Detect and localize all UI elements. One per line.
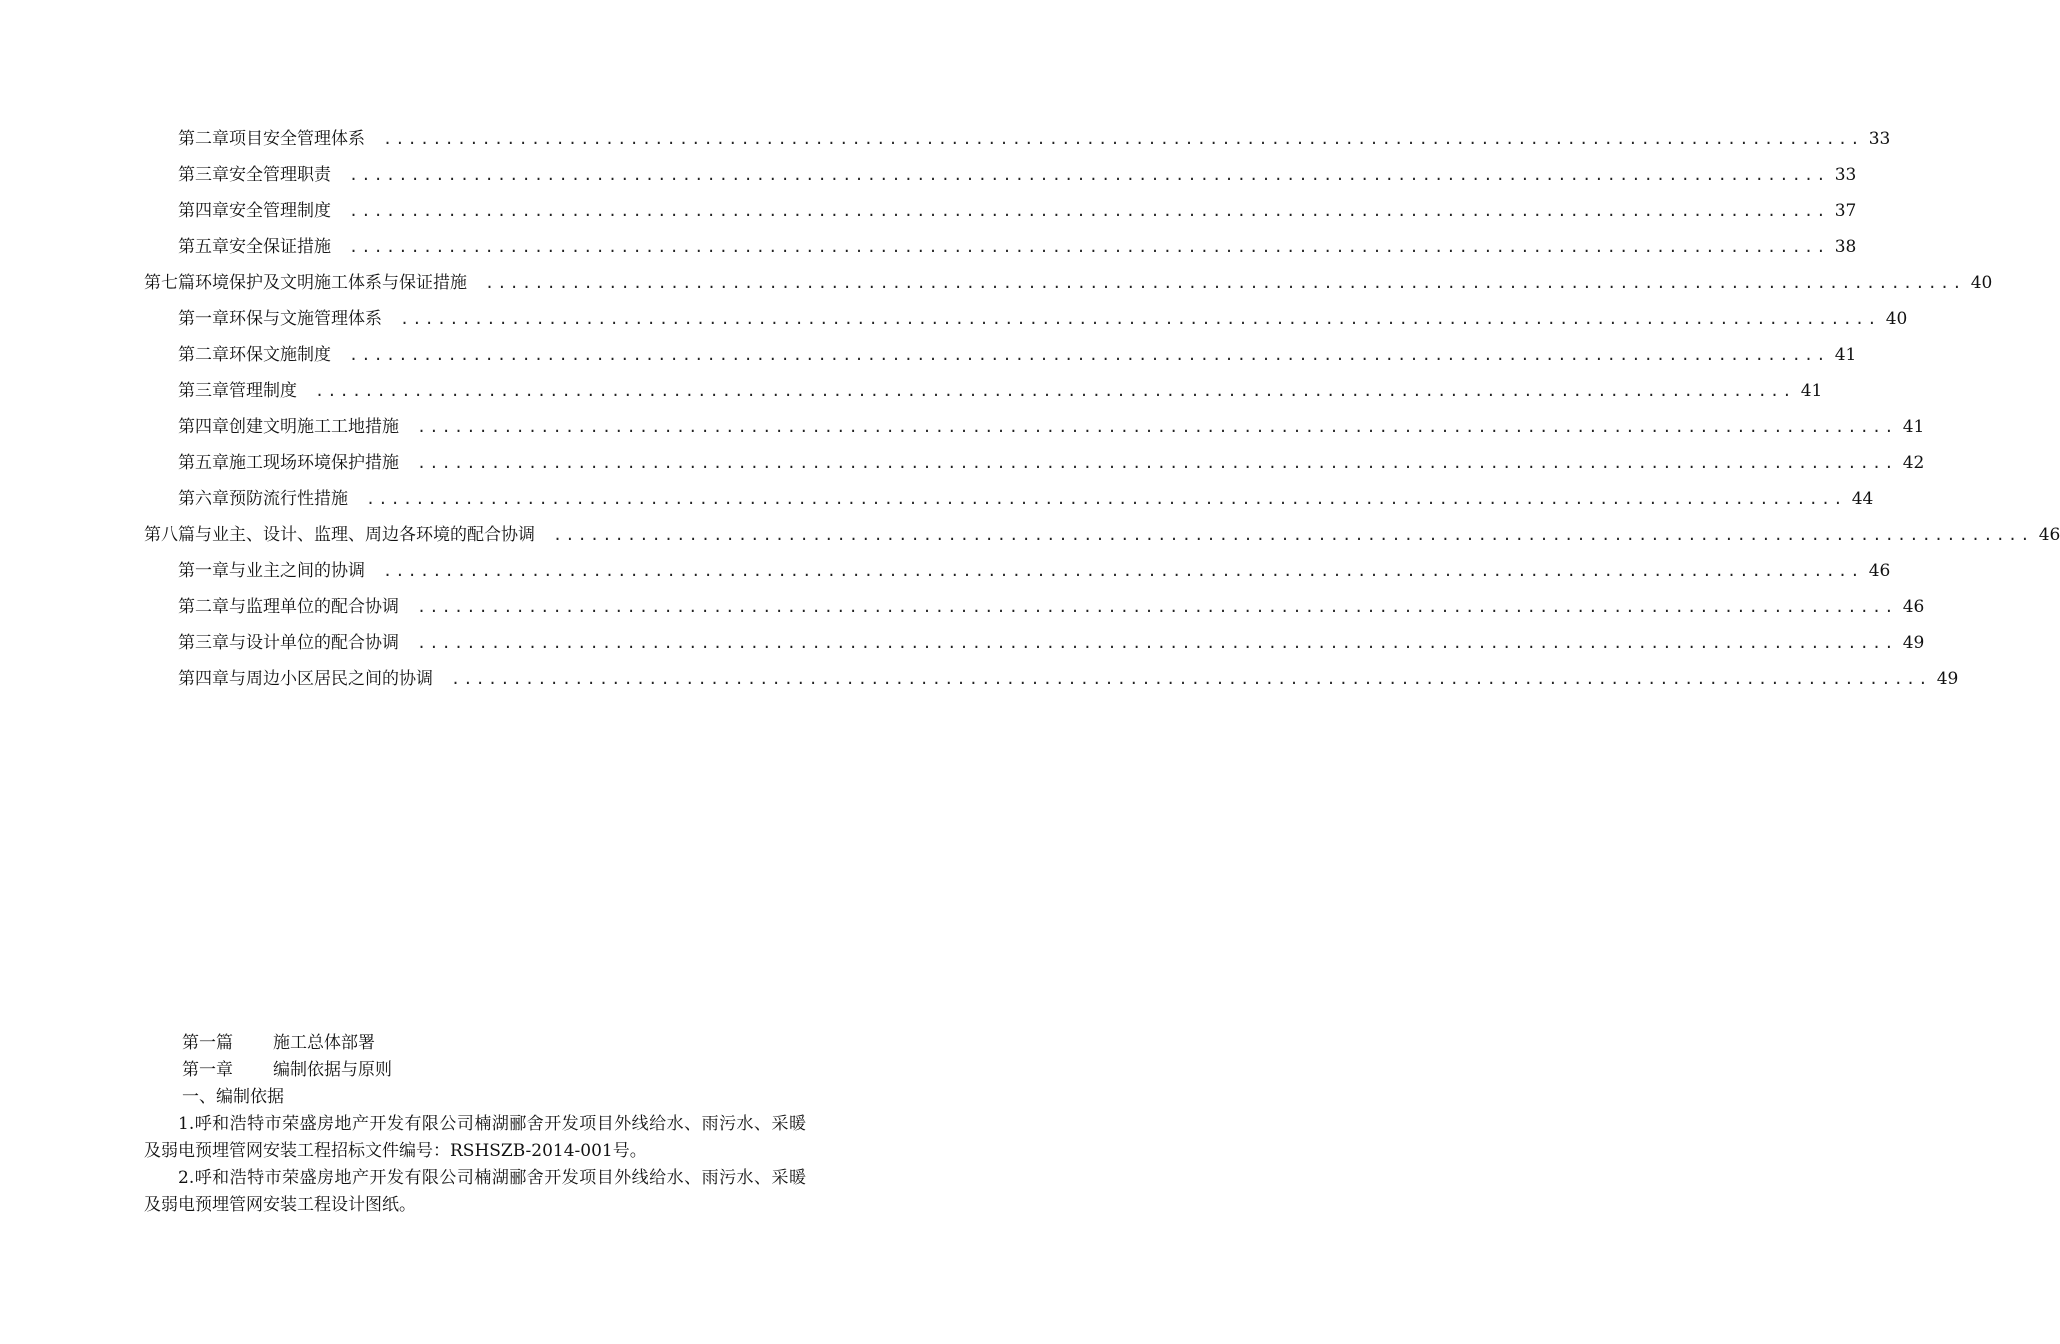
toc-entry-title: 预防流行性措施: [229, 489, 348, 509]
toc-entry-page: 42: [1902, 453, 1925, 473]
toc-entry-page: 41: [1902, 417, 1925, 437]
body-text: [144, 1030, 806, 1219]
toc-entry-page: 46: [1868, 561, 1891, 581]
toc-entry-number: 第八篇: [144, 525, 195, 545]
toc-entry-page: 46: [2038, 525, 2060, 545]
toc-entry-title: 安全管理制度: [229, 201, 331, 221]
toc-entry-title: 环保文施制度: [229, 345, 331, 365]
chapter-heading: [144, 1057, 806, 1084]
toc-entry-page: 33: [1834, 165, 1857, 185]
toc-chapter-entry: [0, 625, 1925, 661]
toc-dot-leader: ........................................................................................................................: [315, 382, 1795, 400]
toc-entry-number: 第三章: [178, 633, 229, 653]
toc-entry-page: 37: [1834, 201, 1857, 221]
toc-dot-leader: ........................................................................................................................: [383, 562, 1863, 580]
toc-entry-page: 40: [1885, 309, 1908, 329]
toc-entry-title: 与监理单位的配合协调: [229, 597, 399, 617]
toc-entry-number: 第三章: [178, 381, 229, 401]
toc-entry-page: 49: [1902, 633, 1925, 653]
toc-dot-leader: ........................................................................................................................: [349, 238, 1829, 256]
toc-chapter-entry: [0, 481, 1874, 517]
toc-entry-page: 38: [1834, 237, 1857, 257]
toc-dot-leader: ........................................................................................................................: [349, 346, 1829, 364]
toc-chapter-entry: [0, 337, 1857, 373]
toc-chapter-entry: [0, 661, 1959, 697]
toc-dot-leader: ........................................................................................................................: [400, 310, 1880, 328]
toc-entry-page: 46: [1902, 597, 1925, 617]
toc-chapter-entry: [0, 193, 1857, 229]
toc-chapter-entry: [0, 301, 1908, 337]
paragraph-1: 1.呼和浩特市荣盛房地产开发有限公司楠湖郦舍开发项目外线给水、雨污水、采暖及弱电预埋管网安装工程招标文件编号：RSHSZB-2014-001号。: [144, 1114, 806, 1161]
toc-entry-number: 第二章: [178, 345, 229, 365]
chapter-title: 编制依据与原则: [273, 1060, 392, 1080]
toc-entry-title: 与周边小区居民之间的协调: [229, 669, 433, 689]
toc-dot-leader: ........................................................................................................................: [451, 670, 1931, 688]
toc-part-entry: [0, 517, 2060, 553]
toc-entry-title: 创建文明施工工地措施: [229, 417, 399, 437]
toc-entry-number: 第六章: [178, 489, 229, 509]
toc-entry-page: 40: [1970, 273, 1993, 293]
toc-chapter-entry: [0, 409, 1925, 445]
toc-dot-leader: ........................................................................................................................: [417, 634, 1897, 652]
toc-dot-leader: ........................................................................................................................: [349, 202, 1829, 220]
toc-entry-title: 与业主之间的协调: [229, 561, 365, 581]
toc-entry-number: 第二章: [178, 129, 229, 149]
toc-dot-leader: ........................................................................................................................: [383, 130, 1863, 148]
part-number: 第一篇: [182, 1033, 233, 1053]
toc-dot-leader: ........................................................................................................................: [553, 526, 2033, 544]
toc-part-entry: [0, 265, 1993, 301]
toc-chapter-entry: [0, 157, 1857, 193]
toc-entry-number: 第三章: [178, 165, 229, 185]
toc-entry-title: 与设计单位的配合协调: [229, 633, 399, 653]
toc-dot-leader: ........................................................................................................................: [417, 454, 1897, 472]
toc-entry-title: 环保与文施管理体系: [229, 309, 382, 329]
part-title: 施工总体部署: [273, 1033, 375, 1053]
toc-entry-title: 管理制度: [229, 381, 297, 401]
part-heading: [144, 1030, 806, 1057]
toc-chapter-entry: [0, 229, 1857, 265]
toc-entry-title: 安全管理职责: [229, 165, 331, 185]
toc-entry-page: 41: [1834, 345, 1857, 365]
toc-chapter-entry: [0, 445, 1925, 481]
toc-entry-title: 施工现场环境保护措施: [229, 453, 399, 473]
table-of-contents: [0, 121, 2060, 697]
toc-dot-leader: ........................................................................................................................: [366, 490, 1846, 508]
toc-entry-page: 33: [1868, 129, 1891, 149]
toc-entry-number: 第四章: [178, 417, 229, 437]
toc-dot-leader: ........................................................................................................................: [485, 274, 1965, 292]
toc-chapter-entry: [0, 589, 1925, 625]
toc-entry-page: 49: [1936, 669, 1959, 689]
paragraph-2: 2.呼和浩特市荣盛房地产开发有限公司楠湖郦舍开发项目外线给水、雨污水、采暖及弱电预埋管网安装工程设计图纸。: [144, 1168, 806, 1215]
toc-entry-page: 44: [1851, 489, 1874, 509]
toc-entry-title: 与业主、设计、监理、周边各环境的配合协调: [195, 525, 535, 545]
toc-chapter-entry: [0, 553, 1891, 589]
toc-entry-number: 第七篇: [144, 273, 195, 293]
toc-dot-leader: ........................................................................................................................: [349, 166, 1829, 184]
toc-dot-leader: ........................................................................................................................: [417, 598, 1897, 616]
toc-entry-title: 项目安全管理体系: [229, 129, 365, 149]
toc-chapter-entry: [0, 373, 1823, 409]
toc-chapter-entry: [0, 121, 1891, 157]
toc-entry-title: 安全保证措施: [229, 237, 331, 257]
toc-dot-leader: ........................................................................................................................: [417, 418, 1897, 436]
toc-entry-number: 第五章: [178, 453, 229, 473]
toc-entry-number: 第五章: [178, 237, 229, 257]
toc-entry-title: 环境保护及文明施工体系与保证措施: [195, 273, 467, 293]
toc-entry-number: 第一章: [178, 309, 229, 329]
toc-entry-number: 第二章: [178, 597, 229, 617]
chapter-number: 第一章: [182, 1060, 233, 1080]
toc-entry-number: 第四章: [178, 201, 229, 221]
toc-entry-page: 41: [1800, 381, 1823, 401]
section-heading: 一、编制依据: [182, 1087, 284, 1107]
toc-entry-number: 第四章: [178, 669, 229, 689]
toc-entry-number: 第一章: [178, 561, 229, 581]
